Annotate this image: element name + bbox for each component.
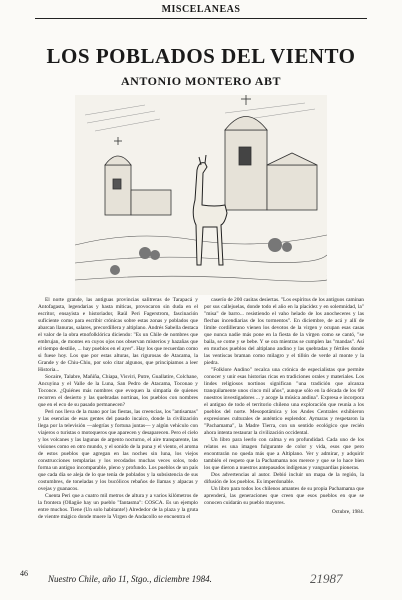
article-author: ANTONIO MONTERO ABT (121, 74, 281, 88)
article-column-left (38, 297, 198, 521)
paragraph: Socaire, Talabre, Mañiña, Chiapa, Visviri, Putre, Guallatire, Colchane, Ancuyina y el Valle de la Luna, San Pedro de Atacama, Toconao y Toconce. ¿Quiénes más nombres que evoquen la simpatía de quienes recorren el desierto y las quebradas nortinas, los pueblos con nombres que en el eco de su pasado permanecen? (38, 374, 198, 408)
article-date: Octubre, 1984. (331, 509, 364, 515)
handwritten-citation: Nuestro Chile, año 11, Stgo., diciembre 1984. (48, 574, 212, 584)
article-column-right (204, 297, 364, 516)
header-rule (35, 18, 367, 19)
paragraph: caserío de 200 casitas desiertas. "Los espíritus de los antiguos caminan por sus callejuelas, donde todo el año en la placidez y en solemnidad, la" "misa" de barro... resistiendo el vaho helado de los anocheceres y las flechas incendiarias de los tormentos". En diciembre, de acá y allí de límite cordillerano vienen los devotos de la virgen y ocupan esas casas que nunca nadie más pone en la fiesta de la virgen como se cantó, "se baila, se come y se bebe. Y se ora mientras se cumplen las "mandas". Así en muchos pueblos del altiplano andino y las quebradas y fértiles donde las ventiscas braman como milagro y el tillón de verde al monte y la piedra. (204, 297, 364, 366)
article-title: LOS POBLADOS DEL VIENTO (46, 44, 356, 68)
section-header: MISCELANEAS (161, 4, 241, 15)
paragraph: "Folklore Andino" recalca una crónica de especialistas que permite conocer y unir esas historias ricas en tradiciones orales y materiales. Los lindes religiosos nortinos significan "una tradición que alcanza tranquilamente unos cinco mil años", aunque sólo en la década de los 60' nuestros investigadores ... y acoge la música andina". Expresa e incorpora el antiguo de todo el territorio chileno una exploración que reunía a los pueblos del norte. Mesopotámica y los Andes Centrales exhibieron expresiones culturales de auténtico esplendor. Aymaras y respetaron la "Pachamama", la Madre Tierra, con un sentido ecológico que recién ahora intenta restaurar la civilización occidental. (204, 367, 364, 436)
illustration-llama-village (75, 95, 327, 295)
paragraph: Cuenta Peri que a cuatro mil metros de altura y a varios kilómetros de la frontera (Ollagüe hay un pueblo "fantasma": COSCA. Es un ejemplo entre muchos. Tiene (Un solo habitante!) Alrededor de la plaza y la gruta de vientre mágico donde muere la Virgen de Andacollo se encuentra el (38, 493, 198, 520)
paragraph: Peri nos lleva de la mano por las fiestas, las creencias, los "antisamas" y las esencias de esas gentes del pasado incaico, donde la civilización llega por la televisión —alegrías y fortuna juntas— y algún vehículo con viajeros o turistas o motoqueros que aparecen y desaparecen. Pero el cielo y los volcanes y las lagunas de argento nocturno, el aire transparente, las visiones como en otro mundo, y el sonido de la puna y el viento, el aroma de estos pueblos que agregan en las noches sin luna, los viejos construcciones templarias y los recodados muchas veces solos, todo forma un antiguo incomparable, pleno y profundo. Los pueblos de un país que cada día se aleja de lo que tenía de poblados y la subsistencia de sus costumbres, de toneladas y los bucólicos rebaños de llamas y alpacas y ovejas y guanacos. (38, 409, 198, 492)
handwritten-catalog-number: 21987 (310, 571, 343, 586)
paragraph: El norte grande, las antiguas provincias salitreras de Tarapacá y Antofagasta, legendarias y hasta míticas, provocaron sin duda en el escritor, ensayista e historiador, Raúl Peri Fagerstrom, fascinación suficiente como para escribir crónicas sobre estas zonas y poblados que abarcan llanuras, salares, precordillera y altiplano. Andrés Sabella destaca el valor de la obra etnofolklórica diciendo: "Es un Chile de nombres que embrujan, de montes en cuyos ojos nos observan misterios y hazañas que el tiempo destiñe, ... hay pueblos en el ayer". Hay los que recuerdan como si fuese hoy. Los que por estas alturas, las rigurosas de Atacama, la Grande y de Chiu-Chiu, por solo citar algunos, que principiamos a leer Historia... (38, 297, 198, 373)
paragraph: Dos advertencias al autor. Debió incluir un mapa de la región, la difusión de los pueblos. Es imperdonable. (204, 472, 364, 485)
paragraph: Un libro para leerlo con calma y en profundidad. Cada uno de los relatos es una imagen fulgurante de color y vida, esos que pero encontrarán no queda más que a Altiplano. Ver y admirar, y adquirir también el respeto que la Pachamama nos merece y que se lo hace bien los que dieron a nuestros antepasados indígenas y vanguardias pioneras. (204, 437, 364, 471)
page-number: 46 (20, 569, 28, 578)
paragraph: Un libro para todos los chilenos amantes de su propia Pachamama que aprenderá, las generaciones que creen que esos pueblos en que se conocen cuidarán su pueblo mayores. (204, 486, 364, 506)
